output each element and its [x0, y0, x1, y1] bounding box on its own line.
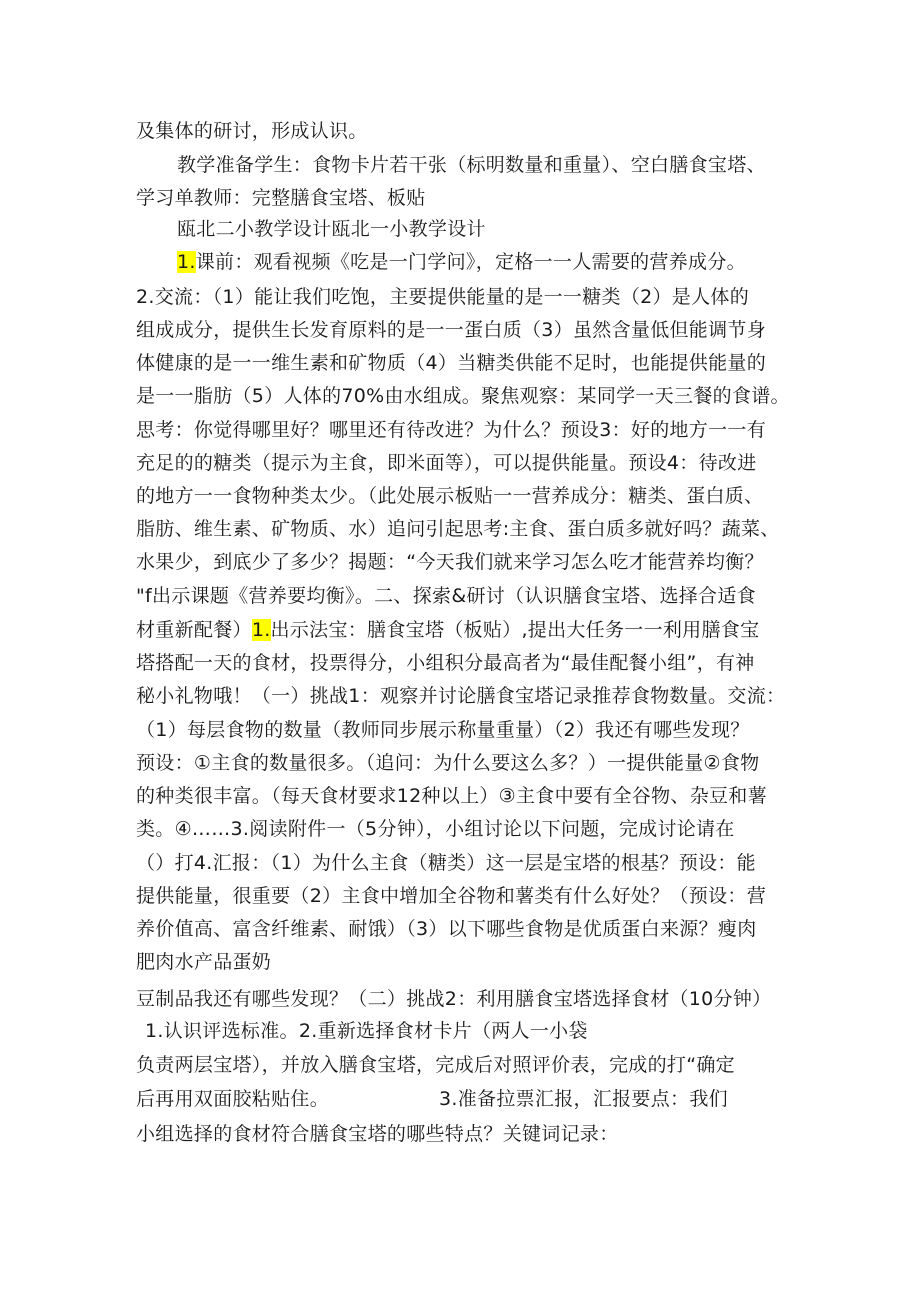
text-line: 瓯北二小教学设计瓯北一小教学设计 — [177, 218, 486, 240]
text-line: 充足的的糖类（提示为主食，即米面等），可以提供能量。预设4：待改进 — [136, 452, 757, 474]
text-line — [177, 250, 746, 274]
text-line: 教学准备学生：食物卡片若干张（标明数量和重量）、空白膳食宝塔、 — [177, 154, 766, 176]
text-line: 塔搭配一天的食材，投票得分，小组积分最高者为“最佳配餐小组”，有神 — [136, 652, 755, 674]
text-line: 类。④……3.阅读附件一（5分钟），小组讨论以下问题，完成讨论请在 — [136, 818, 735, 840]
text-line: 秘小礼物哦！（一）挑战1：观察并讨论膳食宝塔记录推荐食物数量。交流： — [136, 685, 786, 707]
text-line: 体健康的是一一维生素和矿物质（4）当糖类供能不足时，也能提供能量的 — [136, 352, 766, 374]
text-line: （1）每层食物的数量（教师同步展示称量重量）（2）我还有哪些发现？ — [136, 719, 750, 741]
text-line: 提供能量，很重要（2）主食中增加全谷物和薯类有什么好处？（预设：营 — [136, 885, 766, 907]
text-line: 预设：①主食的数量很多。（追问：为什么要这么多？）一提供能量②食物 — [136, 752, 760, 774]
text-line: 组成成分，提供生长发育原料的是一一蛋白质（3）虽然含量低但能调节身 — [136, 319, 766, 341]
text-line: 后再用双面胶粘贴住。 — [136, 1088, 330, 1110]
text-line: 的地方一一食物种类太少。（此处展示板贴一一营养成分：糖类、蛋白质、 — [136, 485, 764, 507]
text-line: 负责两层宝塔），并放入膳食宝塔，完成后对照评价表，完成的打“确定 — [136, 1054, 735, 1076]
text-segment: 出示法宝：膳食宝塔（板贴）,提出大任务一一利用膳食宝 — [270, 619, 760, 641]
highlighted-number: 1. — [177, 251, 196, 273]
text-line: 水果少，到底少了多少？揭题：“今天我们就来学习怎么吃才能营养均衡？ — [136, 551, 764, 573]
highlighted-number: 1. — [251, 619, 271, 641]
text-line: "f出示课题《营养要均衡》。二、探索&研讨（认识膳食宝塔、选择合适食 — [136, 585, 756, 607]
text-line: （）打4.汇报：（1）为什么主食（糖类）这一层是宝塔的根基？预设：能 — [136, 852, 756, 874]
text-line: 豆制品我还有哪些发现？（二）挑战2：利用膳食宝塔选择食材（10分钟） — [136, 988, 772, 1010]
text-line — [136, 618, 759, 642]
text-segment: 材重新配餐） — [136, 619, 252, 641]
text-line: 养价值高、富含纤维素、耐饿）（3）以下哪些食物是优质蛋白来源？瘦肉 — [136, 918, 757, 940]
text-line: 思考：你觉得哪里好？哪里还有待改进？为什么？预设3：好的地方一一有 — [136, 419, 766, 441]
text-segment: 课前：观看视频《吃是一门学问》，定格一一人需要的营养成分。 — [195, 251, 746, 273]
text-line: 学习单教师：完整膳食宝塔、板贴 — [136, 187, 426, 209]
text-line: 的种类很丰富。（每天食材要求12种以上）③主食中要有全谷物、杂豆和薯 — [136, 785, 767, 807]
text-line: 肥肉水产品蛋奶 — [136, 951, 272, 973]
text-line: 1.认识评选标准。2.重新选择食材卡片（两人一小袋 — [145, 1020, 588, 1042]
text-line: 2.交流：（1）能让我们吃饱，主要提供能量的是一一糖类（2）是人体的 — [136, 286, 750, 308]
text-line: 3.准备拉票汇报，汇报要点：我们 — [439, 1088, 728, 1110]
text-line: 是一一脂肪（5）人体的70%由水组成。聚焦观察：某同学一天三餐的食谱。 — [136, 385, 790, 407]
text-line: 脂肪、维生素、矿物质、水）追问引起思考:主食、蛋白质多就好吗？蔬菜、 — [136, 518, 780, 540]
text-line: 小组选择的食材符合膳食宝塔的哪些特点？关键词记录： — [136, 1123, 619, 1145]
text-line: 及集体的研讨，形成认识。 — [136, 120, 368, 142]
